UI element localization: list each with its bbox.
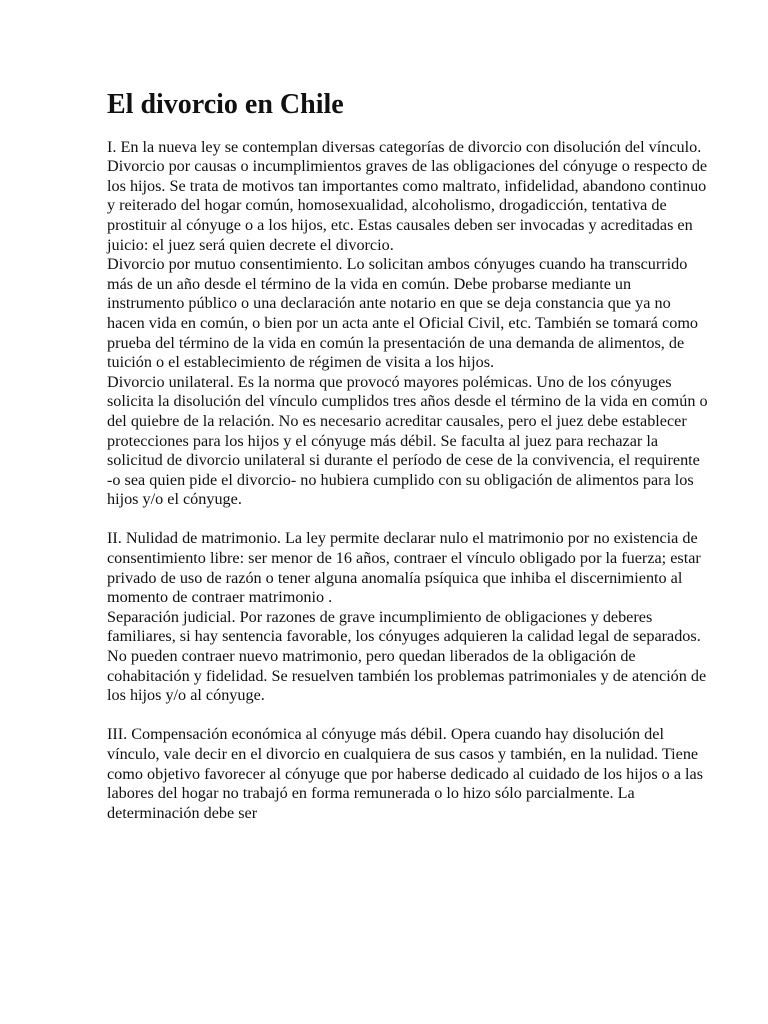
paragraph-divorcio-por-causas: Divorcio por causas o incumplimientos graves de las obligaciones del cónyuge o respecto de los hijos. Se trata de motivos tan importantes como maltrato, infidelidad, abandono continuo y reiterado del hogar común, homosexualidad, alcoholismo, drogadicción, tentativa de prostituir al cónyuge o a los hijos, etc. Estas causales deben ser invocadas y acreditadas en juicio: el juez será quien decrete el divorcio. xyxy=(107,157,708,254)
paragraph-compensacion: III. Compensación económica al cónyuge más débil. Opera cuando hay disolución del vínculo, vale decir en el divorcio en cualquiera de sus casos y también, en la nulidad. Tiene como objetivo favorecer al cónyuge que por haberse dedicado al cuidado de los hijos o a las labores del hogar no trabajó en forma remunerada o lo hizo sólo parcialmente. La determinación debe ser xyxy=(107,725,704,822)
paragraph-separacion-judicial: Separación judicial. Por razones de grave incumplimiento de obligaciones y deberes familiares, si hay sentencia favorable, los cónyuges adquieren la calidad legal de separados. No pueden contraer nuevo matrimonio, pero quedan liberados de la obligación de cohabitación y fidelidad. Se resuelven también los problemas patrimoniales y de atención de los hijos y/o al cónyuge. xyxy=(107,607,707,705)
section-2 xyxy=(107,529,708,705)
paragraph-divorcio-unilateral: Divorcio unilateral. Es la norma que provocó mayores polémicas. Uno de los cónyuges solicita la disolución del vínculo cumplidos tres años desde el término de la vida en común o del quiebre de la relación. No es necesario acreditar causales, pero el juez debe establecer protecciones para los hijos y el cónyuge más débil. Se faculta al juez para rechazar la solicitud de divorcio unilateral si durante el período de cese de la convivencia, el requirente -o sea quien pide el divorcio- no hubiera cumplido con su obligación de alimentos para los hijos y/o el cónyuge. xyxy=(107,372,708,509)
paragraph-intro: I. En la nueva ley se contemplan diversas categorías de divorcio con disolución del vínculo. xyxy=(107,137,702,156)
section-1 xyxy=(107,138,708,510)
document-title: El divorcio en Chile xyxy=(107,89,344,120)
section-3 xyxy=(107,725,708,823)
paragraph-nulidad: II. Nulidad de matrimonio. La ley permite declarar nulo el matrimonio por no existencia de consentimiento libre: ser menor de 16 años, contraer el vínculo obligado por la fuerza; estar privado de uso de razón o tener alguna anomalía psíquica que inhiba el discernimiento al momento de contraer matrimonio . xyxy=(107,529,701,607)
paragraph-mutuo-consentimiento: Divorcio por mutuo consentimiento. Lo solicitan ambos cónyuges cuando ha transcurrido más de un año desde el término de la vida en común. Debe probarse mediante un instrumento público o una declaración ante notario en que se deja constancia que ya no hacen vida en común, o bien por un acta ante el Oficial Civil, etc. También se tomará como prueba del término de la vida en común la presentación de una demanda de alimentos, de tuición o el establecimiento de régimen de visita a los hijos. xyxy=(107,255,699,372)
